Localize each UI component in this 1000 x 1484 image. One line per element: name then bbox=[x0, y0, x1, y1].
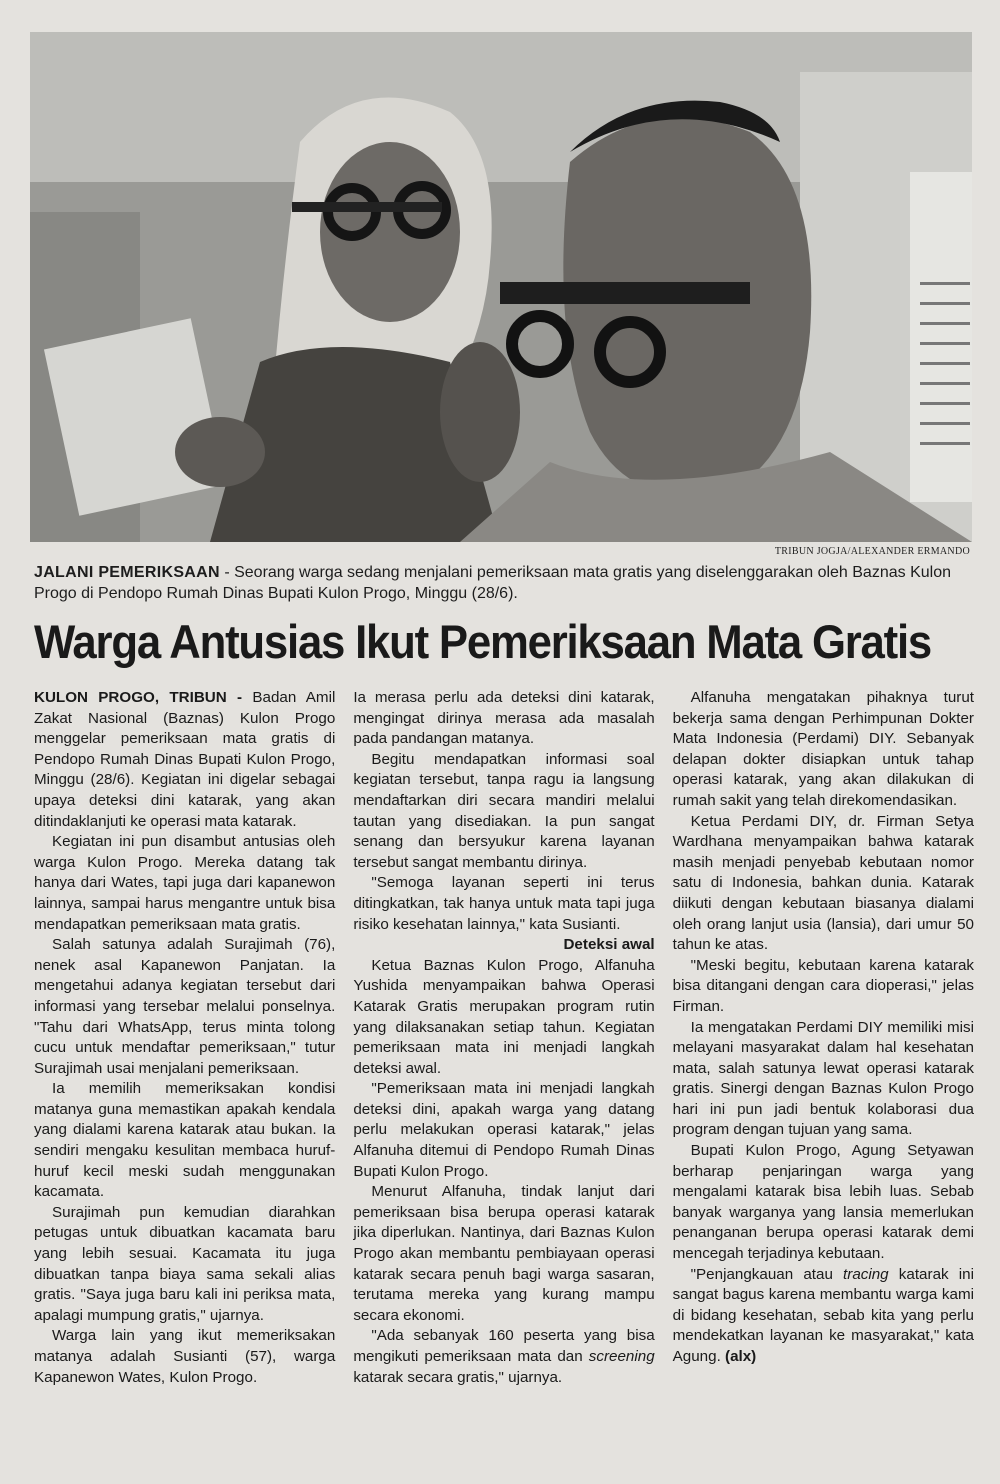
paragraph: Bupati Kulon Progo, Agung Setyawan berharap penjaringan warga yang mengalami katarak bisa lebih luas. Sebab banyak warganya yang lansia memerlukan penanganan berupa operasi katarak demi mencegah terjadinya kebutaan. bbox=[672, 1142, 974, 1263]
author-signoff: (alx) bbox=[725, 1348, 757, 1365]
caption-text: Seorang warga sedang menjalani pemeriksaan mata gratis yang diselenggarakan oleh Baznas Kulon Progo di Pendopo Rumah Dinas Bupati Kulon Progo, Minggu (28/6). bbox=[34, 564, 951, 602]
dateline: KULON PROGO, TRIBUN - bbox=[34, 689, 243, 706]
article-column-2 bbox=[353, 688, 654, 1478]
paragraph: Ia memilih memeriksakan kondisi matanya guna memastikan apakah kendala yang dialami karena katarak atau bukan. Ia sendiri mengaku kesulitan membaca huruf-huruf kecil meski sudah menggunakan kacamata. bbox=[34, 1080, 336, 1201]
paragraph-text: katarak ini sangat bagus karena membantu warga kami di bidang kesehatan, sebab kita yang perlu mendekatkan layanan ke masyarakat," kata Agung. bbox=[672, 1265, 974, 1365]
paragraph: "Meski begitu, kebutaan karena katarak bisa ditangani dengan cara dioperasi," jelas Firman. bbox=[672, 956, 974, 1015]
paragraph: Kegiatan ini pun disambut antusias oleh warga Kulon Progo. Mereka datang tak hanya dari Wates, tapi juga dari kapanewon lainnya, sampai harus mengantre untuk bisa mendapatkan pemeriksaan mata gratis. bbox=[34, 833, 336, 933]
paragraph: Warga lain yang ikut memeriksakan matanya adalah Susianti (57), warga Kapanewon Wates, Kulon Progo. bbox=[34, 1327, 336, 1386]
paragraph: "Pemeriksaan mata ini menjadi langkah deteksi dini, apakah warga yang datang perlu melakukan operasi katarak," jelas Alfanuha ditemui di Pendopo Rumah Dinas Bupati Kulon Progo. bbox=[353, 1080, 655, 1180]
photo-credit: TRIBUN JOGJA/ALEXANDER ERMANDO bbox=[774, 546, 970, 557]
paragraph: Ketua Baznas Kulon Progo, Alfanuha Yushida menyampaikan bahwa Operasi Katarak Gratis merupakan program rutin yang dilaksanakan setiap tahun. Kegiatan pemeriksaan mata ini menjadi langkah deteksi awal. bbox=[353, 956, 655, 1077]
article-column-1 bbox=[34, 688, 335, 1478]
paragraph-text: Badan Amil Zakat Nasional (Baznas) Kulon Progo menggelar pemeriksaan mata gratis di Pendopo Rumah Dinas Bupati Kulon Progo, Minggu (28/6). Kegiatan ini digelar sebagai upaya deteksi dini katarak, yang akan ditindaklanjuti ke operasi mata katarak. bbox=[34, 689, 336, 830]
paragraph: Salah satunya adalah Surajimah (76), nenek asal Kapanewon Panjatan. Ia mengetahui adanya kegiatan tersebut dari informasi yang tersebar melalui ponselnya. "Tahu dari WhatsApp, terus minta tolong cucu untuk mendaftar pemeriksaan," tutur Surajimah usai menjalani pemeriksaan. bbox=[34, 936, 336, 1077]
article-column-3 bbox=[673, 688, 974, 1478]
caption-separator: - bbox=[219, 564, 235, 581]
news-photo bbox=[30, 32, 972, 542]
paragraph: Menurut Alfanuha, tindak lanjut dari pemeriksaan bisa berupa operasi katarak jika diperlukan. Nantinya, dari Baznas Kulon Progo akan membantu pembiayaan operasi katarak secara penuh bagi warga sasaran, terutama mereka yang kurang mampu secara ekonomi. bbox=[353, 1183, 655, 1324]
paragraph bbox=[353, 1326, 654, 1388]
italic-term: screening bbox=[588, 1348, 655, 1365]
paragraph: Ketua Perdami DIY, dr. Firman Setya Wardhana menyampaikan bahwa katarak masih menjadi penyebab kebutaan nomor satu di Indonesia, bahkan dunia. Katarak diikuti dengan kebutaan biasanya dialami oleh orang lanjut usia (lansia), dari umur 50 tahun ke atas. bbox=[672, 812, 974, 954]
paragraph-text: "Penjangkauan atau bbox=[690, 1265, 844, 1283]
paragraph bbox=[673, 1265, 974, 1368]
paragraph-text: katarak secara gratis," ujarnya. bbox=[353, 1368, 563, 1386]
paragraph: Surajimah pun kemudian diarahkan petugas untuk dibuatkan kacamata baru yang lebih sesuai. Kacamata itu juga dibuatkan tanpa biaya sama sekali alias gratis. "Saya juga baru kali ini periksa mata, apalagi mumpung gratis," ujarnya. bbox=[34, 1203, 336, 1324]
subheading: Deteksi awal bbox=[563, 936, 655, 954]
paragraph: Alfanuha mengatakan pihaknya turut bekerja sama dengan Perhimpunan Dokter Mata Indonesia (Perdami) DIY. Sebanyak delapan dokter disiapkan untuk tahap operasi katarak, yang akan dilakukan di rumah sakit yang telah direkomendasikan. bbox=[672, 689, 974, 809]
photo-caption bbox=[34, 562, 964, 604]
paragraph: Ia mengatakan Perdami DIY memiliki misi melayani masyarakat dalam hal kesehatan mata, salah satunya lewat operasi katarak gratis. Sinergi dengan Baznas Kulon Progo hari ini pun jadi bentuk kolaborasi dua program dengan tujuan yang sama. bbox=[672, 1018, 974, 1139]
article-body bbox=[34, 688, 974, 1478]
paragraph-text: "Ada sebanyak 160 peserta yang bisa mengikuti pemeriksaan mata dan bbox=[353, 1327, 655, 1365]
caption-title: JALANI PEMERIKSAAN bbox=[34, 564, 220, 581]
article-headline: Warga Antusias Ikut Pemeriksaan Mata Gratis bbox=[34, 615, 932, 668]
paragraph bbox=[34, 688, 335, 832]
paragraph: "Semoga layanan seperti ini terus ditingkatkan, tak hanya untuk mata tapi juga risiko kesehatan lainnya," kata Susianti. bbox=[353, 874, 655, 933]
paragraph: Begitu mendapatkan informasi soal kegiatan tersebut, tanpa ragu ia langsung mendaftarkan diri secara mandiri melalui tautan yang disediakan. Ia pun sangat senang dan bersyukur karena layanan tersebut sangat membantu dirinya. bbox=[353, 750, 655, 871]
photo-illustration bbox=[30, 32, 972, 542]
italic-term: tracing bbox=[843, 1265, 889, 1283]
paragraph: Ia merasa perlu ada deteksi dini katarak, mengingat dirinya merasa ada masalah pada pandangan matanya. bbox=[353, 689, 655, 748]
